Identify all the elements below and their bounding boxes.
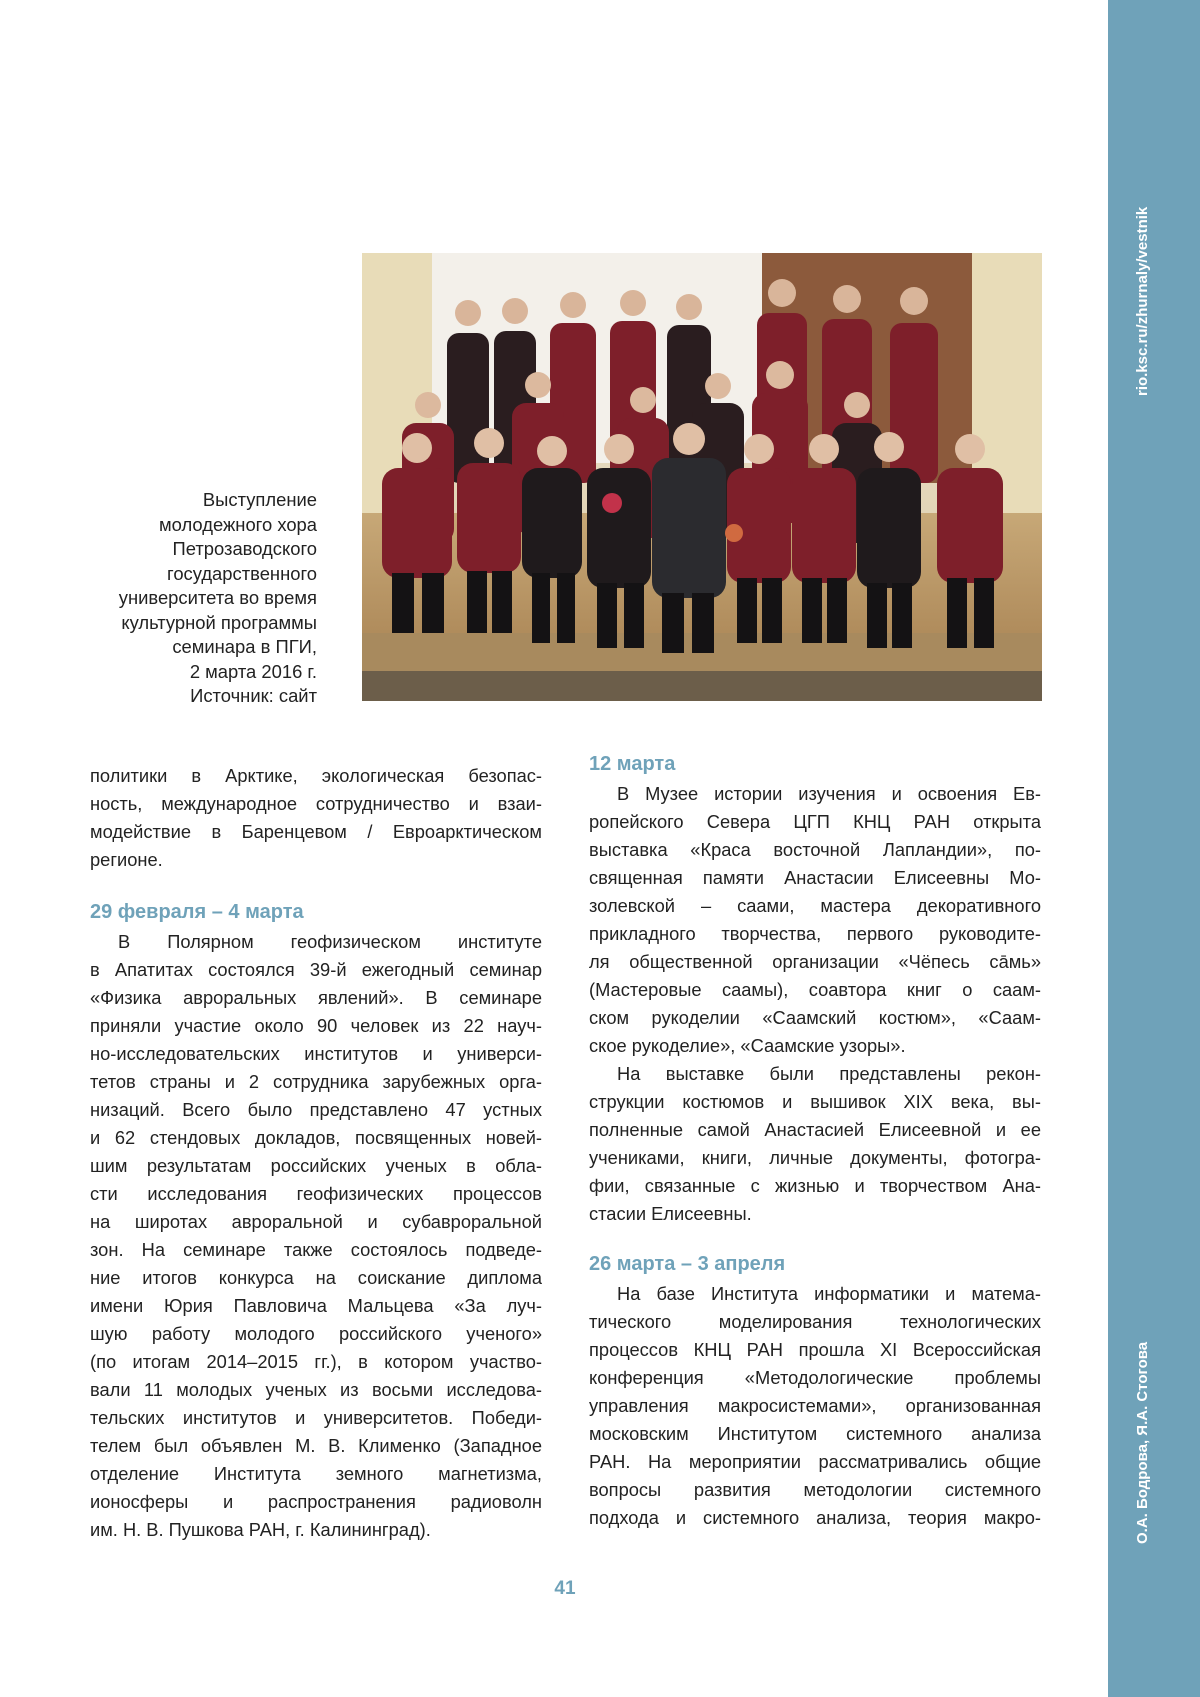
text-line: ионосферы и распространения радиоволн xyxy=(90,1491,542,1512)
text-line: процессов КНЦ РАН прошла XI Всероссийская xyxy=(589,1339,1041,1360)
text-line: зон. На семинаре также состоялось подведе- xyxy=(90,1239,542,1260)
caption-line: государственного xyxy=(167,562,317,584)
text-line: священная памяти Анастасии Елисеевны Мо- xyxy=(589,867,1041,888)
photo-caption xyxy=(80,488,317,709)
text-line: в Апатитах состоялся 39-й ежегодный семинар xyxy=(90,959,542,980)
text-line: московским Институтом системного анализа xyxy=(589,1423,1041,1444)
text-line: стасии Елисеевны. xyxy=(589,1203,752,1224)
text-line: В Музее истории изучения и освоения Ев- xyxy=(617,783,1041,804)
caption-line: молодежного хора xyxy=(159,513,317,535)
running-authors: О.А. Бодрова, Я.А. Стогова xyxy=(1134,1341,1151,1544)
text-line: ность, международное сотрудничество и взаи- xyxy=(90,793,542,814)
text-line: (Мастеровые саамы), соавтора книг о саам- xyxy=(589,979,1041,1000)
caption-line: университета во время xyxy=(118,587,317,608)
text-line: ние итогов конкурса на соискание диплома xyxy=(90,1267,542,1288)
right-column xyxy=(589,750,1041,1532)
caption-line: Петрозаводского xyxy=(172,538,317,559)
caption-line: Источник: сайт xyxy=(190,685,317,706)
text-line: тического моделирования технологических xyxy=(589,1311,1041,1332)
text-line: отделение Института земного магнетизма, xyxy=(90,1463,542,1484)
text-line: прикладного творчества, первого руководите- xyxy=(589,923,1041,944)
text-line: На выставке были представлены рекон- xyxy=(617,1063,1041,1084)
text-line: ля общественной организации «Чёпесь сāмь» xyxy=(589,951,1041,972)
text-line: управления макросистемами», организованная xyxy=(589,1395,1041,1416)
text-line: полненные самой Анастасией Елисеевной и ее xyxy=(589,1119,1041,1140)
choir-photo xyxy=(362,253,1042,701)
text-line: вали 11 молодых ученых из восьми исследова- xyxy=(90,1379,542,1400)
text-line: струкции костюмов и вышивок XIX века, вы- xyxy=(589,1091,1041,1112)
text-line: выставка «Краса восточной Лапландии», по- xyxy=(589,839,1041,860)
text-line: низаций. Всего было представлено 47 устных xyxy=(90,1099,542,1120)
text-line: приняли участие около 90 человек из 22 науч- xyxy=(90,1015,542,1036)
text-line: РАН. На мероприятии рассматривались общие xyxy=(589,1451,1041,1472)
text-line: подхода и системного анализа, теория макро- xyxy=(589,1507,1041,1528)
text-line: вопросы развития методологии системного xyxy=(589,1479,1041,1500)
section-heading: 12 марта xyxy=(589,753,676,775)
text-line: шим результатам российских ученых в обла- xyxy=(90,1155,542,1176)
text-line: «Физика авроральных явлений». В семинаре xyxy=(90,987,542,1008)
text-line: ском рукоделии «Саамский костюм», «Саам- xyxy=(589,1007,1041,1028)
text-line: На базе Института информатики и матема- xyxy=(617,1283,1041,1304)
text-line: шую работу молодого российского ученого» xyxy=(90,1323,542,1344)
text-line: ропейского Севера ЦГП КНЦ РАН открыта xyxy=(589,811,1041,832)
caption-line: Выступление xyxy=(202,489,317,510)
text-line: регионе. xyxy=(90,849,163,870)
journal-url: rio.ksc.ru/zhurnaly/vestnik xyxy=(1134,206,1151,396)
section-heading: 26 марта – 3 апреля xyxy=(589,1253,786,1275)
left-column xyxy=(90,762,542,1544)
text-line: модействие в Баренцевом / Евроарктическом xyxy=(90,821,542,842)
caption-line: 2 марта 2016 г. xyxy=(189,660,317,682)
caption-line: семинара в ПГИ, xyxy=(172,636,317,657)
text-line: имени Юрия Павловича Мальцева «За луч- xyxy=(90,1295,542,1316)
text-line: тетов страны и 2 сотрудника зарубежных орга- xyxy=(90,1071,542,1092)
text-line: но-исследовательских институтов и универси- xyxy=(90,1043,542,1064)
section-heading: 29 февраля – 4 марта xyxy=(90,901,304,923)
text-line: фии, связанные с жизнью и творчеством Ана- xyxy=(589,1175,1041,1196)
text-line: телем был объявлен М. В. Клименко (Западное xyxy=(90,1435,542,1456)
text-line: тельских институтов и университетов. Победи- xyxy=(90,1407,542,1428)
caption-line: культурной программы xyxy=(121,611,317,633)
text-line: ское рукоделие», «Саамские узоры». xyxy=(589,1035,906,1056)
text-line: сти исследования геофизических процессов xyxy=(90,1183,542,1204)
text-line: В Полярном геофизическом институте xyxy=(118,931,542,952)
text-line: (по итогам 2014–2015 гг.), в котором участво- xyxy=(90,1351,542,1372)
page-number: 41 xyxy=(554,1578,576,1599)
text-line: на широтах авроральной и субавроральной xyxy=(90,1211,542,1232)
text-line: им. Н. В. Пушкова РАН, г. Калининград). xyxy=(90,1519,431,1540)
text-line: политики в Арктике, экологическая безопас- xyxy=(90,765,542,786)
text-line: учениками, книги, личные документы, фотогра- xyxy=(589,1147,1041,1168)
text-line: и 62 стендовых докладов, посвященных новей- xyxy=(90,1127,542,1148)
text-line: золевской – саами, мастера декоративного xyxy=(589,895,1041,916)
text-line: конференция «Методологические проблемы xyxy=(589,1367,1041,1388)
sidebar-band xyxy=(1108,0,1200,1697)
